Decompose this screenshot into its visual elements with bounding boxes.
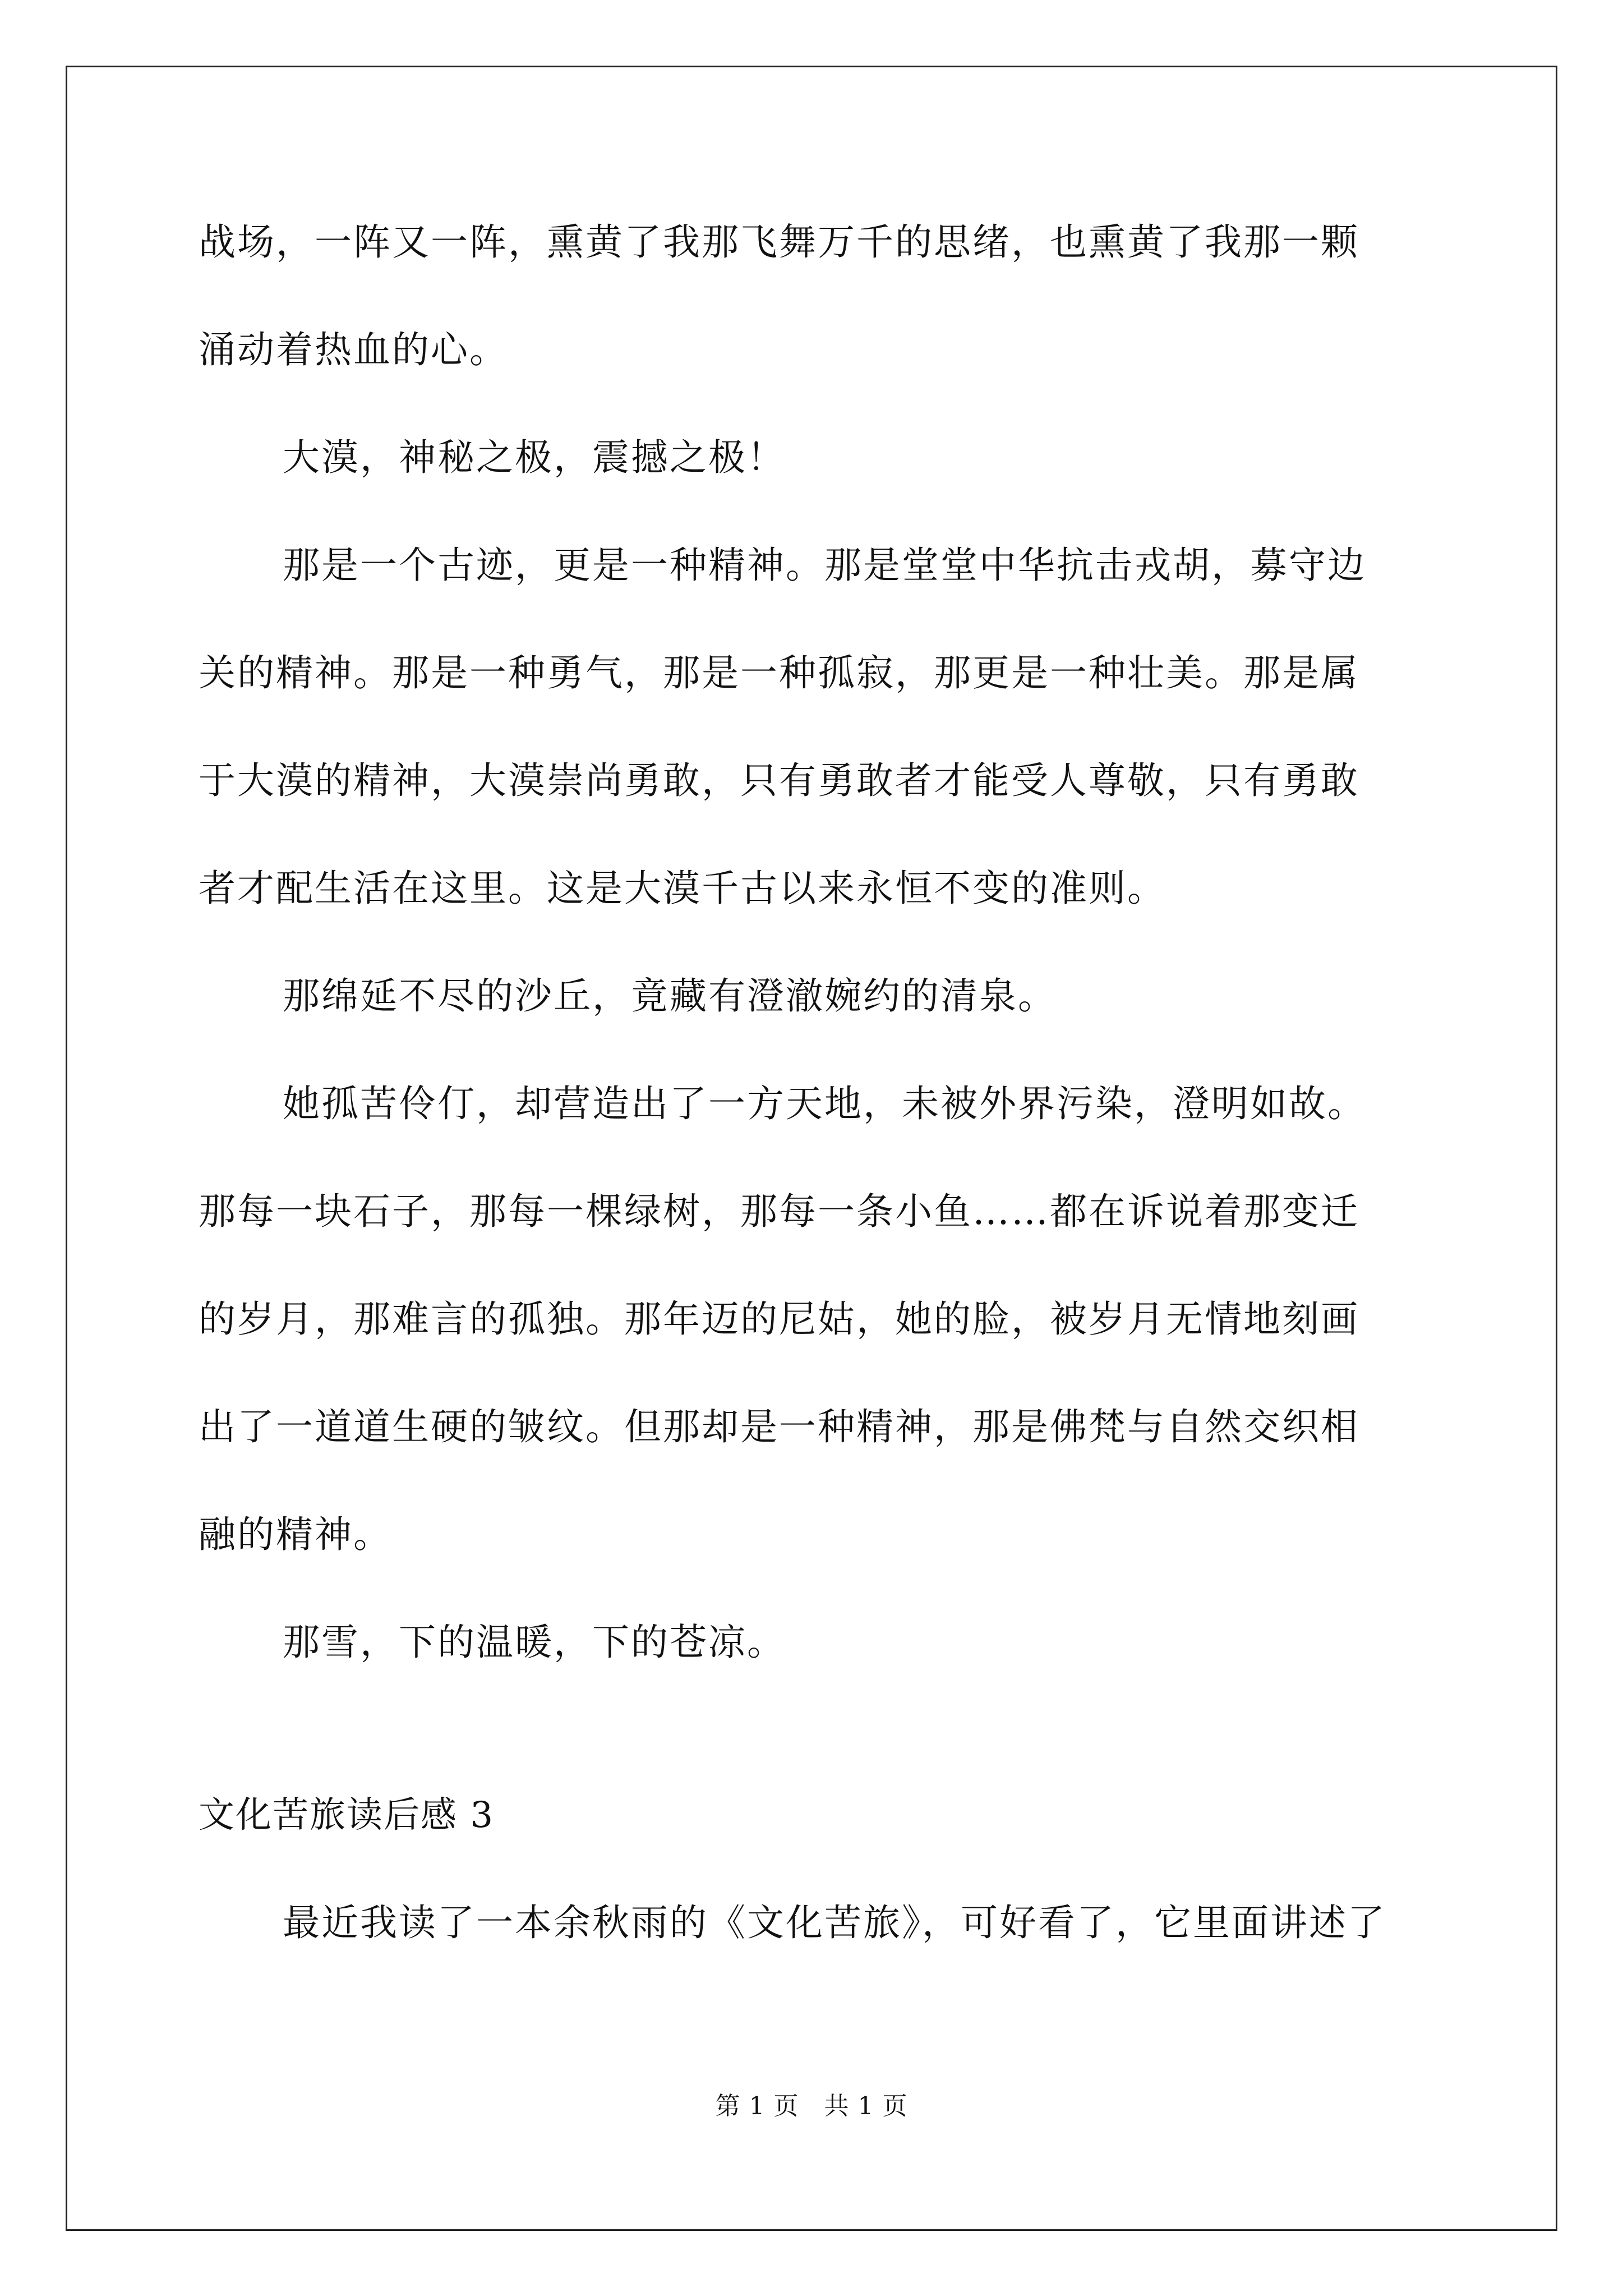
page-footer: 第 1 页 共 1 页 (715, 2092, 908, 2120)
document-body (199, 209, 1432, 1997)
text-line: 关的精神。那是一种勇气，那是一种孤寂，那更是一种壮美。那是属 (199, 651, 1359, 694)
paragraph-line: 她孤苦伶仃，却营造出了一方天地，未被外界污染，澄明如故。 (283, 1082, 1366, 1125)
paragraph-line: 大漠，神秘之极，震撼之极！ (283, 436, 786, 479)
text-line: 那每一块石子，那每一棵绿树，那每一条小鱼……都在诉说着那变迁 (199, 1190, 1359, 1233)
text-line: 的岁月，那难言的孤独。那年迈的尼姑，她的脸，被岁月无情地刻画 (199, 1297, 1359, 1341)
paragraph-line: 最近我读了一本余秋雨的《文化苦旅》，可好看了，它里面讲述了 (283, 1901, 1386, 1944)
text-line: 战场，一阵又一阵，熏黄了我那飞舞万千的思绪，也熏黄了我那一颗 (199, 220, 1359, 264)
section-gap (199, 1717, 1432, 1782)
section-heading: 文化苦旅读后感 3 (199, 1795, 495, 1836)
text-line: 于大漠的精神，大漠崇尚勇敢，只有勇敢者才能受人尊敬，只有勇敢 (199, 759, 1359, 802)
text-line: 者才配生活在这里。这是大漠千古以来永恒不变的准则。 (199, 867, 1166, 910)
text-line: 融的精神。 (199, 1513, 392, 1556)
paragraph-line: 那雪，下的温暖，下的苍凉。 (283, 1621, 786, 1664)
text-line: 出了一道道生硬的皱纹。但那却是一种精神，那是佛梵与自然交织相 (199, 1405, 1359, 1448)
paragraph-line: 那绵延不尽的沙丘，竟藏有澄澈婉约的清泉。 (283, 974, 1057, 1018)
paragraph-line: 那是一个古迹，更是一种精神。那是堂堂中华抗击戎胡，募守边 (283, 544, 1366, 587)
text-line: 涌动着热血的心。 (199, 328, 508, 371)
